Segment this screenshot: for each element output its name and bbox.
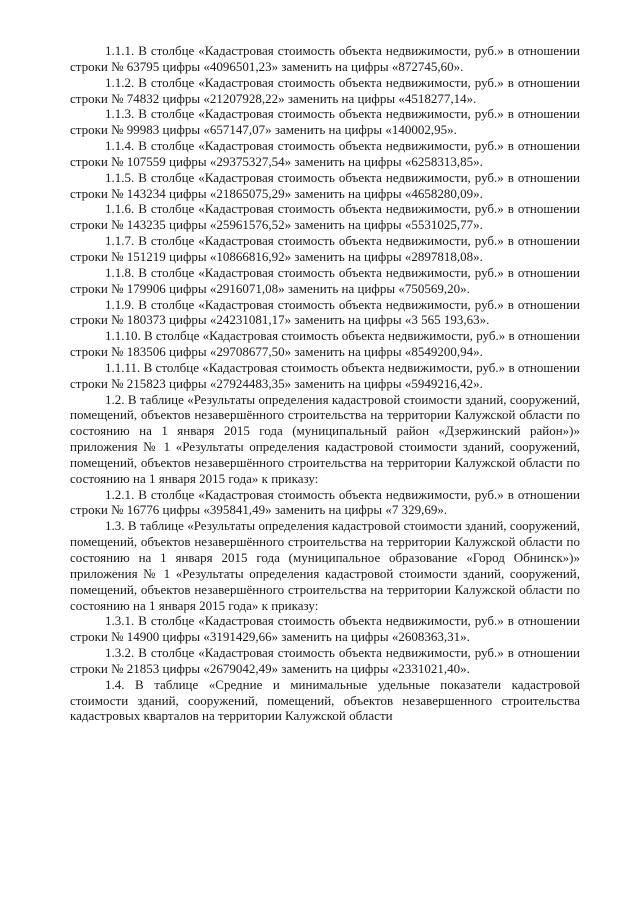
paragraph-1-3-2: 1.3.2. В столбце «Кадастровая стоимость объекта недвижимости, руб.» в отношении строки № 21853 цифры «2679042,49» заменить на цифры «2331021,40». — [70, 645, 580, 676]
document-page — [70, 43, 580, 724]
paragraph-1-1-11: 1.1.11. В столбце «Кадастровая стоимость объекта недвижимости, руб.» в отношении строки № 215823 цифры «27924483,35» заменить на цифры «5949216,42». — [70, 359, 580, 391]
paragraph-1-1-1: 1.1.1. В столбце «Кадастровая стоимость объекта недвижимости, руб.» в отношении строки № 63795 цифры «4096501,23» заменить на цифры «872745,60». — [70, 43, 580, 74]
paragraph-1-3-1: 1.3.1. В столбце «Кадастровая стоимость объекта недвижимости, руб.» в отношении строки № 14900 цифры «3191429,66» заменить на цифры «2608363,31». — [70, 613, 580, 645]
paragraph-1-1-4: 1.1.4. В столбце «Кадастровая стоимость объекта недвижимости, руб.» в отношении строки № 107559 цифры «29375327,54» заменить на цифры «6258313,85». — [70, 138, 580, 169]
paragraph-1-4: 1.4. В таблице «Средние и минимальные удельные показатели кадастровой стоимости зданий, сооружений, помещений, объектов незавершенного строительства кадастровых кварталов на территории Калужской области — [70, 676, 580, 724]
paragraph-1-1-8: 1.1.8. В столбце «Кадастровая стоимость объекта недвижимости, руб.» в отношении строки № 179906 цифры «2916071,08» заменить на цифры «750569,20». — [70, 264, 580, 296]
paragraph-1-1-7: 1.1.7. В столбце «Кадастровая стоимость объекта недвижимости, руб.» в отношении строки № 151219 цифры «10866816,92» заменить на цифры «2897818,08». — [70, 233, 580, 264]
paragraph-1-1-10: 1.1.10. В столбце «Кадастровая стоимость объекта недвижимости, руб.» в отношении строки № 183506 цифры «29708677,50» заменить на цифры «8549200,94». — [70, 328, 580, 360]
paragraph-1-1-5: 1.1.5. В столбце «Кадастровая стоимость объекта недвижимости, руб.» в отношении строки № 143234 цифры «21865075,29» заменить на цифры «4658280,09». — [70, 169, 580, 201]
paragraph-1-2-1: 1.2.1. В столбце «Кадастровая стоимость объекта недвижимости, руб.» в отношении строки № 16776 цифры «395841,49» заменить на цифры «7 329,69». — [70, 486, 580, 518]
paragraph-1-1-9: 1.1.9. В столбце «Кадастровая стоимость объекта недвижимости, руб.» в отношении строки № 180373 цифры «24231081,17» заменить на цифры «3 565 193,63». — [70, 296, 580, 328]
paragraph-1-2: 1.2. В таблице «Результаты определения кадастровой стоимости зданий, сооружений, помещений, объектов незавершённого строительства на территории Калужской области по состоянию на 1 января 2015 года (муниципальный район «Дзержинский район»)» приложения № 1 «Результаты определения кадастровой стоимости зданий, сооружений, помещений, объектов незавершённого строительства на территории Калужской области по состоянию на 1 января 2015 года» к приказу: — [70, 391, 580, 486]
paragraph-1-3: 1.3. В таблице «Результаты определения кадастровой стоимости зданий, сооружений, помещений, объектов незавершённого строительства на территории Калужской области по состоянию на 1 января 2015 года (муниципальное образование «Город Обнинск»)» приложения № 1 «Результаты определения кадастровой стоимости зданий, сооружений, помещений, объектов незавершённого строительства на территории Калужской области по состоянию на 1 января 2015 года» к приказу: — [70, 518, 580, 613]
paragraph-1-1-6: 1.1.6. В столбце «Кадастровая стоимость объекта недвижимости, руб.» в отношении строки № 143235 цифры «25961576,52» заменить на цифры «5531025,77». — [70, 201, 580, 233]
paragraph-1-1-3: 1.1.3. В столбце «Кадастровая стоимость объекта недвижимости, руб.» в отношении строки № 99983 цифры «657147,07» заменить на цифры «140002,95». — [70, 106, 580, 138]
paragraph-1-1-2: 1.1.2. В столбце «Кадастровая стоимость объекта недвижимости, руб.» в отношении строки № 74832 цифры «21207928,22» заменить на цифры «4518277,14». — [70, 74, 580, 106]
